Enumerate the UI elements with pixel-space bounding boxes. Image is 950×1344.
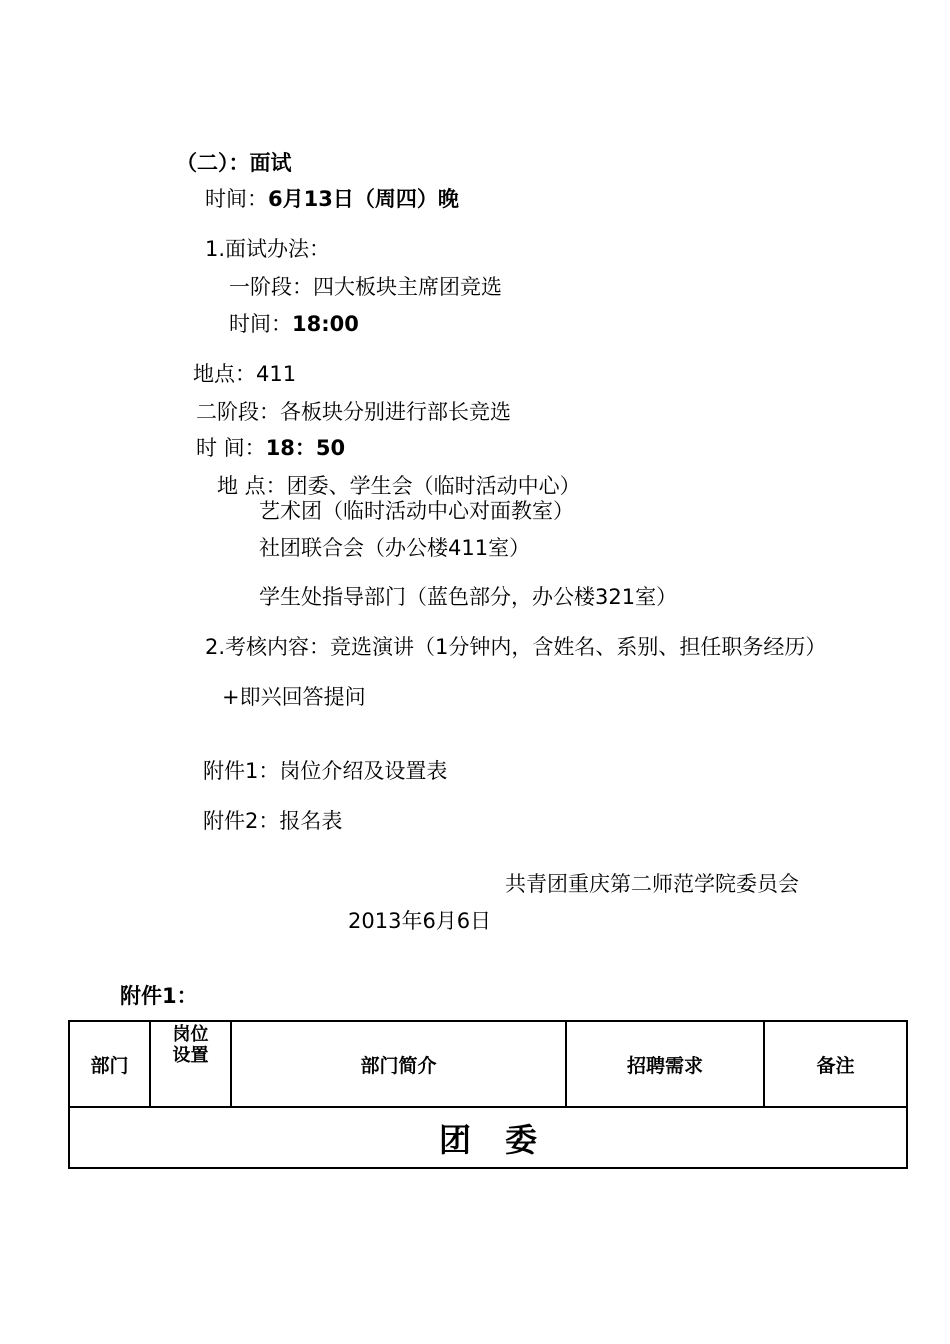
table-row	[69, 1107, 907, 1168]
stage1-time-label: 时间：	[229, 312, 292, 336]
stage1-time-value: 18:00	[292, 312, 359, 336]
interview-time-label: 时间：	[205, 187, 268, 211]
section-title: 团委	[69, 1107, 907, 1168]
assessment-content: 2.考核内容：竞选演讲（1分钟内，含姓名、系别、担任职务经历）	[205, 635, 827, 659]
stage2-place-1: 地 点：团委、学生会（临时活动中心）	[217, 474, 581, 498]
interview-time-value: 6月13日（周四）晚	[268, 187, 459, 211]
signature-organization: 共青团重庆第二师范学院委员会	[505, 872, 799, 896]
stage2-place-2: 艺术团（临时活动中心对面教室）	[259, 499, 574, 523]
stage1-place: 地点：411	[193, 362, 297, 386]
header-department: 部门	[69, 1021, 150, 1107]
table-header-row	[69, 1021, 907, 1107]
stage2-title: 二阶段：各板块分别进行部长竞选	[196, 400, 511, 424]
stage2-place-3: 社团联合会（办公楼411室）	[259, 536, 531, 560]
header-description: 部门简介	[231, 1021, 566, 1107]
appendix-title: 附件1：	[120, 984, 198, 1008]
stage1-title: 一阶段：四大板块主席团竞选	[229, 275, 502, 299]
assessment-extra: +即兴回答提问	[222, 685, 366, 709]
method-title: 1.面试办法：	[205, 237, 331, 261]
header-recruitment: 招聘需求	[566, 1021, 764, 1107]
interview-heading: （二）：面试	[176, 151, 292, 175]
stage2-place-4: 学生处指导部门（蓝色部分，办公楼321室）	[259, 585, 678, 609]
interview-time	[205, 186, 459, 212]
post-table	[68, 1020, 908, 1169]
stage1-time	[229, 311, 359, 337]
header-position-line-2: 设置	[172, 1045, 209, 1066]
attachment-1: 附件1：岗位介绍及设置表	[203, 759, 448, 783]
header-notes: 备注	[764, 1021, 907, 1107]
header-position-line-1: 岗位	[172, 1024, 209, 1045]
header-position	[150, 1021, 231, 1107]
stage2-time-label: 时 间：	[196, 436, 266, 460]
stage2-time-value: 18：50	[265, 436, 346, 460]
signature-date: 2013年6月6日	[348, 909, 492, 933]
stage2-time	[196, 435, 345, 461]
attachment-2: 附件2：报名表	[203, 809, 343, 833]
